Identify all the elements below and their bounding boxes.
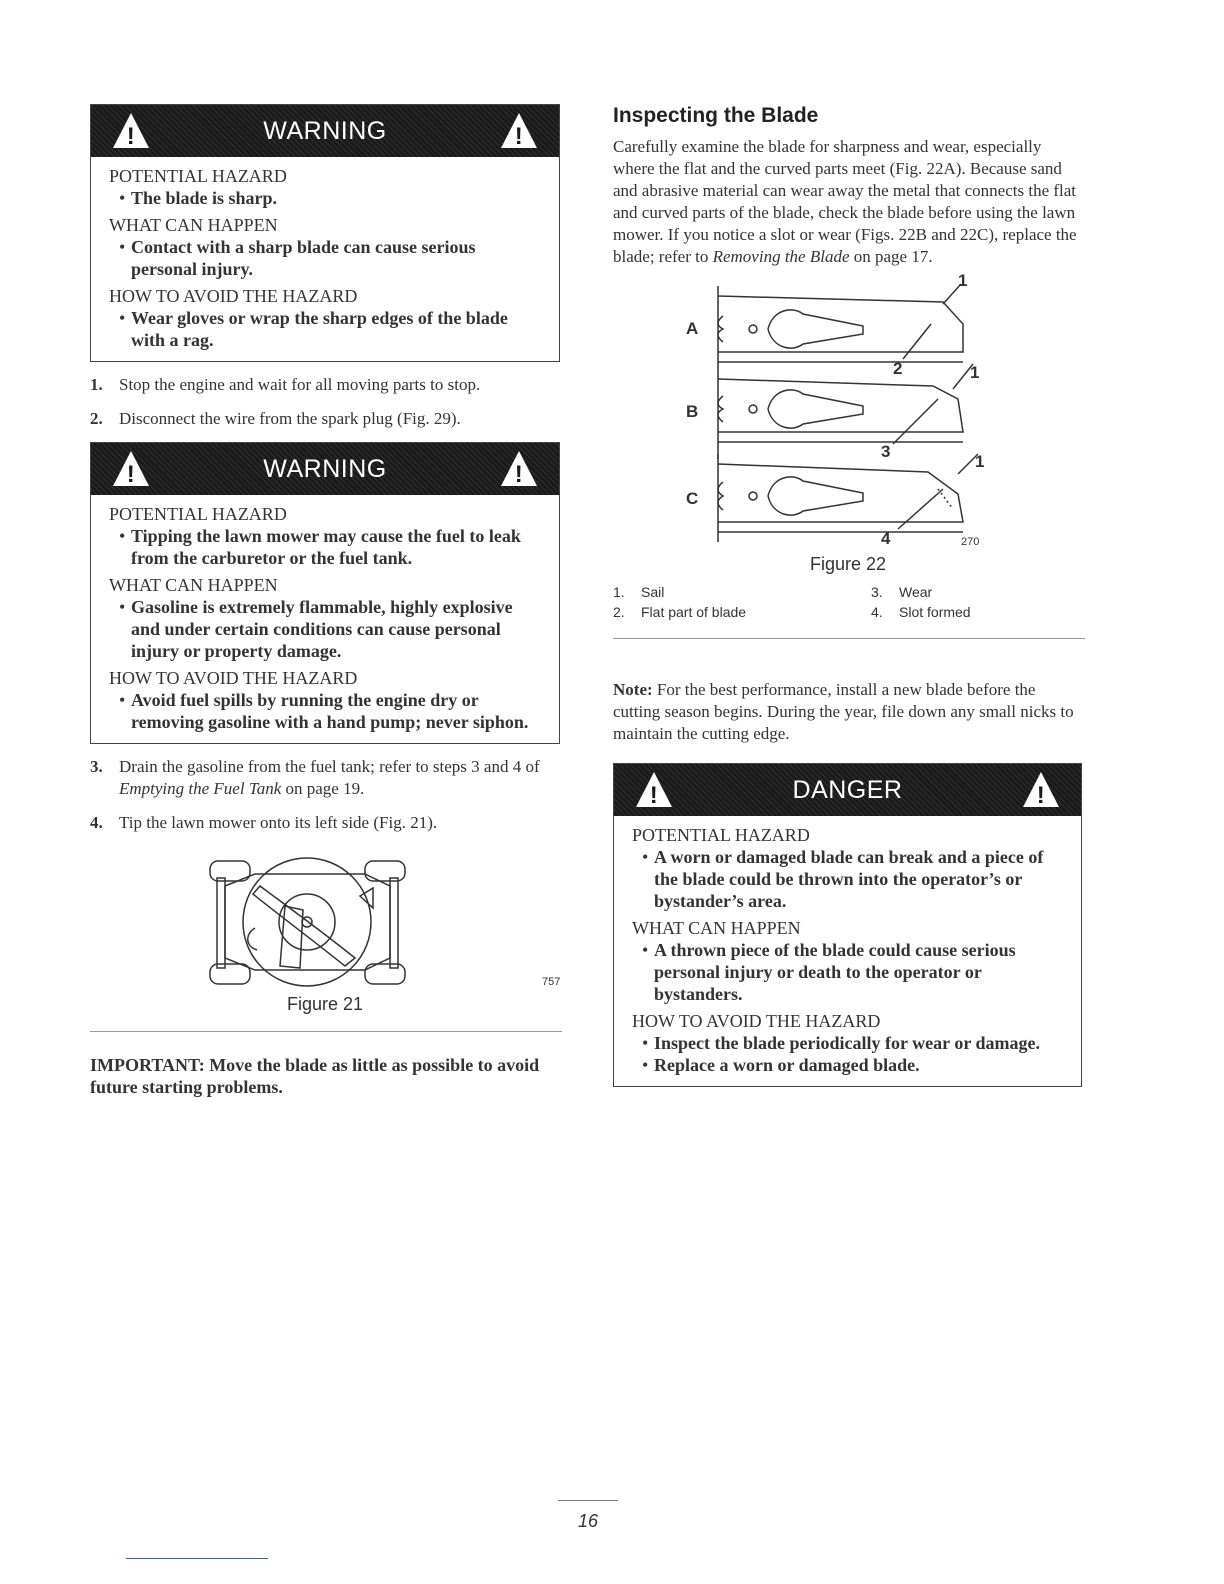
- step-number: 4.: [90, 813, 103, 832]
- svg-text:!: !: [126, 461, 136, 488]
- step-number: 2.: [90, 409, 103, 428]
- warning-triangle-icon: [1021, 770, 1061, 810]
- legend-item: [613, 584, 871, 600]
- hazard-item: • Gasoline is extremely flammable, highly explosive and under certain conditions can cause personal injury or property damage.: [109, 596, 543, 662]
- blade-wear-illustration: [613, 274, 1083, 574]
- hazard-item: • The blade is sharp.: [109, 187, 543, 209]
- important-note: IMPORTANT: Move the blade as little as possible to avoid future starting problems.: [90, 1055, 540, 1097]
- step-text-part: Drain the gasoline from the fuel tank; refer to steps 3 and 4 of: [119, 757, 540, 776]
- steps-list: [90, 756, 560, 834]
- note-label: Note:: [613, 680, 653, 699]
- step-item: [90, 408, 560, 430]
- step-text: Disconnect the wire from the spark plug (Fig. 29).: [119, 409, 461, 428]
- callout-number: 1: [958, 274, 968, 290]
- left-column: [90, 104, 560, 1098]
- hazard-label: HOW TO AVOID THE HAZARD: [632, 1011, 881, 1031]
- section-title: Inspecting the Blade: [613, 104, 819, 127]
- warning-body: [91, 495, 559, 743]
- blade-label: C: [686, 489, 699, 508]
- warning-banner: [91, 105, 559, 157]
- step-text: Tip the lawn mower onto its left side (Fig. 21).: [119, 813, 438, 832]
- svg-text:!: !: [1036, 782, 1046, 809]
- figure-id: 757: [542, 976, 561, 988]
- cross-reference: Emptying the Fuel Tank: [119, 779, 282, 798]
- hazard-item: • Tipping the lawn mower may cause the fuel to leak from the carburetor or the fuel tank.: [109, 525, 543, 569]
- callout-number: 1: [975, 452, 985, 471]
- hazard-label: WHAT CAN HAPPEN: [632, 918, 801, 938]
- legend-number: 4.: [871, 604, 883, 620]
- callout-number: 3: [881, 442, 891, 461]
- danger-box-blade: [613, 763, 1082, 1087]
- warning-box-blade: [90, 104, 560, 362]
- note-paragraph: [613, 679, 1085, 745]
- hazard-item: • Replace a worn or damaged blade.: [632, 1054, 1065, 1076]
- hazard-label: HOW TO AVOID THE HAZARD: [109, 286, 358, 306]
- step-item: [90, 756, 560, 800]
- hazard-label: POTENTIAL HAZARD: [109, 166, 287, 186]
- svg-text:!: !: [126, 123, 136, 150]
- figure-caption: Figure 21: [286, 994, 364, 1014]
- step-text: [119, 756, 560, 800]
- page-number: 16: [558, 1500, 618, 1532]
- figure-id: 270: [961, 536, 980, 548]
- intro-text: on page 17.: [849, 247, 933, 266]
- divider: [613, 638, 1085, 639]
- hazard-label: HOW TO AVOID THE HAZARD: [109, 668, 358, 688]
- danger-banner: [614, 764, 1081, 816]
- warning-banner-text: WARNING: [263, 116, 387, 145]
- hazard-item: • A worn or damaged blade can break and a piece of the blade could be thrown into the operator’s or bystander’s area.: [632, 846, 1065, 912]
- footer-rule: [126, 1558, 268, 1559]
- note-text: For the best performance, install a new blade before the cutting season begins. During the year, file down any small nicks to maintain the cutting edge.: [613, 680, 1074, 743]
- svg-text:!: !: [514, 461, 524, 488]
- hazard-item: • A thrown piece of the blade could cause serious personal injury or death to the operator or bystanders.: [632, 939, 1065, 1005]
- warning-banner-text: WARNING: [263, 454, 387, 483]
- legend-item: [613, 604, 871, 620]
- blade-label: A: [686, 319, 699, 338]
- steps-list: [90, 374, 560, 430]
- callout-number: 4: [881, 529, 891, 548]
- legend-number: 2.: [613, 604, 625, 620]
- step-item: [90, 812, 560, 834]
- hazard-item: • Wear gloves or wrap the sharp edges of the blade with a rag.: [109, 307, 543, 351]
- figure-legend: [613, 584, 1085, 620]
- hazard-item: • Avoid fuel spills by running the engine dry or removing gasoline with a hand pump; never siphon.: [109, 689, 543, 733]
- danger-banner-text: DANGER: [792, 775, 903, 804]
- legend-text: Slot formed: [899, 604, 971, 620]
- danger-body: [614, 816, 1081, 1086]
- hazard-item: • Contact with a sharp blade can cause serious personal injury.: [109, 236, 543, 280]
- lawn-mower-underside-illustration: [195, 846, 425, 996]
- right-column: [613, 104, 1085, 1087]
- legend-item: [871, 584, 1071, 600]
- figure-21: [90, 846, 560, 1006]
- figure-caption: Figure 22: [809, 554, 887, 574]
- legend-number: 3.: [871, 584, 883, 600]
- hazard-item: • Inspect the blade periodically for wear or damage.: [632, 1032, 1065, 1054]
- cross-reference: Removing the Blade: [712, 247, 850, 266]
- warning-triangle-icon: [499, 449, 539, 489]
- figure-22: [613, 274, 1085, 578]
- svg-text:!: !: [649, 782, 659, 809]
- warning-triangle-icon: [111, 449, 151, 489]
- warning-box-fuel: [90, 442, 560, 744]
- step-item: [90, 374, 560, 396]
- legend-text: Wear: [899, 584, 933, 600]
- step-number: 3.: [90, 757, 103, 776]
- warning-body: [91, 157, 559, 361]
- callout-number: 2: [893, 359, 903, 378]
- step-number: 1.: [90, 375, 103, 394]
- legend-item: [871, 604, 1071, 620]
- warning-triangle-icon: [634, 770, 674, 810]
- intro-text: Carefully examine the blade for sharpness and wear, especially where the flat and the curved parts meet (Fig. 22A). Because sand and abrasive material can wear away the metal that connects the flat and curved parts of the blade, check the blade before using the lawn mower. If you notice a slot or wear (Figs. 22B and 22C), replace the blade; refer to: [613, 137, 1077, 266]
- hazard-label: WHAT CAN HAPPEN: [109, 575, 278, 595]
- hazard-label: POTENTIAL HAZARD: [109, 504, 287, 524]
- callout-number: 1: [970, 363, 980, 382]
- legend-text: Flat part of blade: [641, 604, 747, 620]
- warning-triangle-icon: [111, 111, 151, 151]
- svg-text:!: !: [514, 123, 524, 150]
- legend-text: Sail: [641, 584, 665, 600]
- legend-number: 1.: [613, 584, 625, 600]
- blade-label: B: [686, 402, 699, 421]
- hazard-label: POTENTIAL HAZARD: [632, 825, 810, 845]
- step-text: Stop the engine and wait for all moving parts to stop.: [119, 375, 481, 394]
- step-text-part: on page 19.: [281, 779, 365, 798]
- intro-paragraph: [613, 136, 1085, 268]
- hazard-label: WHAT CAN HAPPEN: [109, 215, 278, 235]
- warning-banner: [91, 443, 559, 495]
- divider: [90, 1031, 562, 1032]
- warning-triangle-icon: [499, 111, 539, 151]
